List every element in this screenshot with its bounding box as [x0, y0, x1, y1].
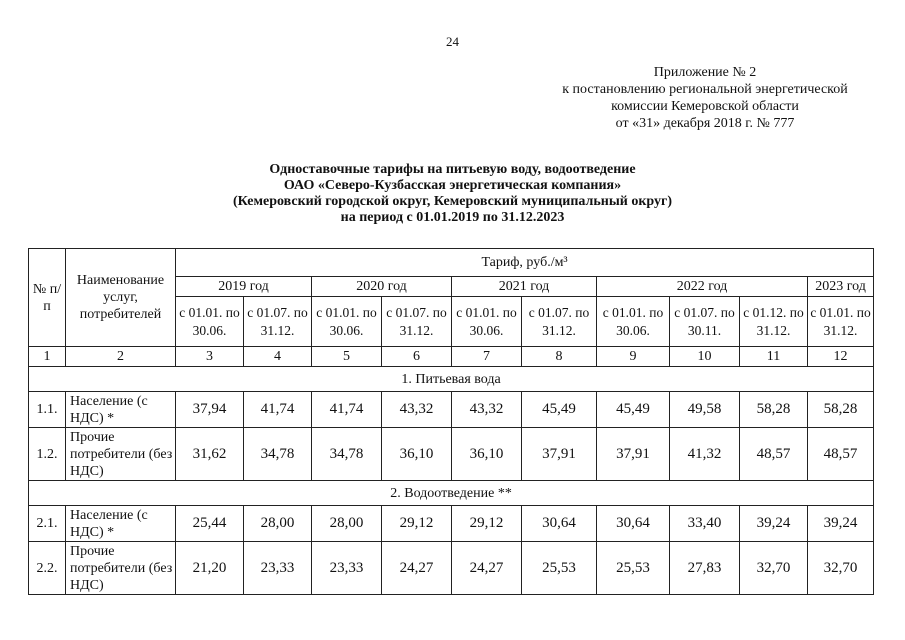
header-name: Наименование услуг, потребителей: [66, 249, 176, 347]
value-cell: 25,44: [176, 506, 244, 542]
value-cell: 28,00: [244, 506, 312, 542]
tariff-table: [28, 248, 874, 595]
value-cell: 28,00: [312, 506, 382, 542]
value-cell: 39,24: [740, 506, 808, 542]
row-name: Население (с НДС) *: [66, 506, 176, 542]
header-period: с 01.07. по 30.11.: [670, 297, 740, 347]
value-cell: 30,64: [522, 506, 597, 542]
value-cell: 33,40: [670, 506, 740, 542]
value-cell: 58,28: [808, 392, 874, 428]
header-tariff: Тариф, руб./м³: [176, 249, 874, 277]
value-cell: 43,32: [452, 392, 522, 428]
column-number: 12: [808, 347, 874, 367]
value-cell: 32,70: [740, 542, 808, 595]
header-year: 2023 год: [808, 277, 874, 297]
column-number: 3: [176, 347, 244, 367]
column-number-row: [29, 347, 874, 367]
header-period: с 01.01. по 31.12.: [808, 297, 874, 347]
value-cell: 29,12: [382, 506, 452, 542]
appendix-line: к постановлению региональной энергетической: [562, 82, 848, 97]
header-year: 2019 год: [176, 277, 312, 297]
table-row: [29, 392, 874, 428]
title-line: (Кемеровский городской округ, Кемеровский муниципальный округ): [232, 194, 673, 209]
value-cell: 36,10: [452, 428, 522, 481]
row-name: Население (с НДС) *: [66, 392, 176, 428]
row-number: 1.2.: [29, 428, 66, 481]
value-cell: 39,24: [808, 506, 874, 542]
header-number: № п/п: [29, 249, 66, 347]
value-cell: 36,10: [382, 428, 452, 481]
header-year: 2022 год: [597, 277, 808, 297]
value-cell: 31,62: [176, 428, 244, 481]
header-period: с 01.12. по 31.12.: [740, 297, 808, 347]
value-cell: 29,12: [452, 506, 522, 542]
value-cell: 34,78: [312, 428, 382, 481]
page-number: 24: [446, 34, 459, 49]
value-cell: 48,57: [808, 428, 874, 481]
title-line: на период с 01.01.2019 по 31.12.2023: [340, 210, 565, 225]
column-number: 10: [670, 347, 740, 367]
section-title: 2. Водоотведение **: [29, 481, 874, 506]
value-cell: 37,94: [176, 392, 244, 428]
appendix-line: Приложение № 2: [653, 65, 757, 80]
value-cell: 23,33: [244, 542, 312, 595]
column-number: 9: [597, 347, 670, 367]
value-cell: 34,78: [244, 428, 312, 481]
value-cell: 24,27: [382, 542, 452, 595]
value-cell: 41,32: [670, 428, 740, 481]
value-cell: 21,20: [176, 542, 244, 595]
header-period: с 01.01. по 30.06.: [176, 297, 244, 347]
title-line: Одноставочные тарифы на питьевую воду, водоотведение: [269, 162, 636, 177]
header-period: с 01.01. по 30.06.: [452, 297, 522, 347]
title-line: ОАО «Северо-Кузбасская энергетическая компания»: [283, 178, 622, 193]
appendix-line: комиссии Кемеровской области: [611, 99, 799, 114]
value-cell: 27,83: [670, 542, 740, 595]
header-period: с 01.01. по 30.06.: [312, 297, 382, 347]
value-cell: 37,91: [597, 428, 670, 481]
row-number: 1.1.: [29, 392, 66, 428]
value-cell: 37,91: [522, 428, 597, 481]
value-cell: 48,57: [740, 428, 808, 481]
row-name: Прочие потребители (без НДС): [66, 542, 176, 595]
header-year: 2020 год: [312, 277, 452, 297]
value-cell: 41,74: [312, 392, 382, 428]
value-cell: 41,74: [244, 392, 312, 428]
column-number: 4: [244, 347, 312, 367]
column-number: 2: [66, 347, 176, 367]
value-cell: 49,58: [670, 392, 740, 428]
value-cell: 25,53: [522, 542, 597, 595]
table-row: [29, 428, 874, 481]
value-cell: 45,49: [522, 392, 597, 428]
value-cell: 58,28: [740, 392, 808, 428]
column-number: 7: [452, 347, 522, 367]
value-cell: 45,49: [597, 392, 670, 428]
header-period: с 01.07. по 31.12.: [522, 297, 597, 347]
row-number: 2.2.: [29, 542, 66, 595]
table-row: [29, 506, 874, 542]
appendix-block: [540, 64, 870, 132]
row-name: Прочие потребители (без НДС): [66, 428, 176, 481]
value-cell: 32,70: [808, 542, 874, 595]
value-cell: 25,53: [597, 542, 670, 595]
table-row: [29, 542, 874, 595]
value-cell: 30,64: [597, 506, 670, 542]
column-number: 8: [522, 347, 597, 367]
section-title: 1. Питьевая вода: [29, 367, 874, 392]
value-cell: 24,27: [452, 542, 522, 595]
value-cell: 23,33: [312, 542, 382, 595]
header-period: с 01.07. по 31.12.: [382, 297, 452, 347]
column-number: 1: [29, 347, 66, 367]
header-year: 2021 год: [452, 277, 597, 297]
column-number: 11: [740, 347, 808, 367]
appendix-line: от «31» декабря 2018 г. № 777: [615, 116, 795, 131]
row-number: 2.1.: [29, 506, 66, 542]
value-cell: 43,32: [382, 392, 452, 428]
column-number: 5: [312, 347, 382, 367]
column-number: 6: [382, 347, 452, 367]
header-period: с 01.07. по 31.12.: [244, 297, 312, 347]
document-title: [0, 162, 905, 226]
header-period: с 01.01. по 30.06.: [597, 297, 670, 347]
